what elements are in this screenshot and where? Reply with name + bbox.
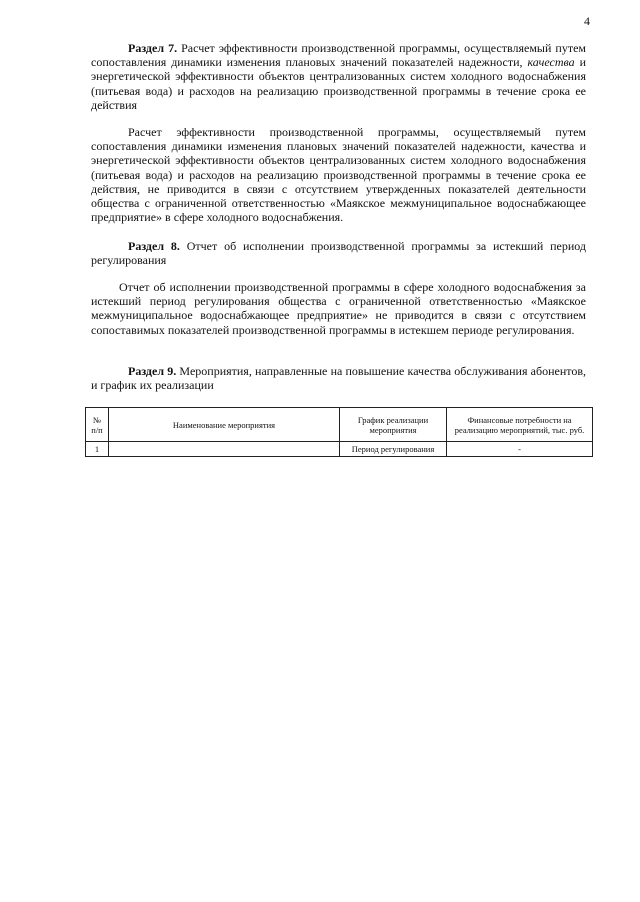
table-row (86, 442, 593, 457)
cell-measure-name (109, 442, 340, 457)
cell-financial-needs: - (447, 442, 593, 457)
header-measure-name: Наименование мероприятия (109, 408, 340, 442)
section-8-heading (91, 239, 586, 267)
section-7-heading (91, 41, 586, 112)
section-7-title-part2: и энергетической эффективности объектов централизованных систем холодного водоснабжения (питьевая вода) и расходов на реализацию производственной программы в течение срока ее действия (91, 55, 587, 112)
section-7-body: Расчет эффективности производственной программы, осуществляемый путем сопоставления динамики изменения плановых значений показателей надежности, качества и энергетической эффективности объектов централизованных систем холодного водоснабжения (питьевая вода) и расходов на реализацию производственной программы в течение срока ее действия, не приводится в связи с отсутствием утвержденных показателей деятельности общества с ограниченной ответственностью «Маякское межмуниципальное водоснабжающее предприятие» в сфере холодного водоснабжения. (91, 125, 586, 225)
measures-table (85, 407, 593, 457)
section-7-title-italic: качества (527, 55, 575, 70)
header-financial-needs: Финансовые потребности на реализацию мероприятий, тыс. руб. (447, 408, 593, 442)
section-7-label: Раздел 7. (128, 41, 178, 55)
section-8-label: Раздел 8. (128, 239, 180, 253)
section-9-heading (91, 364, 586, 392)
section-8-body: Отчет об исполнении производственной программы в сфере холодного водоснабжения за истекший период регулирования общества с ограниченной ответственностью «Маякское межмуниципальное водоснабжающее предприятие» не приводится в связи с отсутствием сопоставимых показателей производственной программы в истекшем периоде регулирования. (91, 280, 586, 337)
section-9-title: Мероприятия, направленные на повышение качества обслуживания абонентов, и график их реализации (91, 364, 586, 393)
cell-schedule: Период регулирования (340, 442, 447, 457)
header-number: № п/п (86, 408, 109, 442)
table-header-row (86, 408, 593, 442)
section-7-title-part1: Расчет эффективности производственной программы, осуществляемый путем сопоставления динамики изменения плановых значений показателей надежности, (91, 41, 586, 70)
header-schedule: График реализации мероприятия (340, 408, 447, 442)
section-8-title: Отчет об исполнении производственной программы за истекший период регулирования (91, 239, 586, 268)
cell-number: 1 (86, 442, 109, 457)
section-9-label: Раздел 9. (128, 364, 177, 378)
page-number: 4 (584, 14, 590, 28)
